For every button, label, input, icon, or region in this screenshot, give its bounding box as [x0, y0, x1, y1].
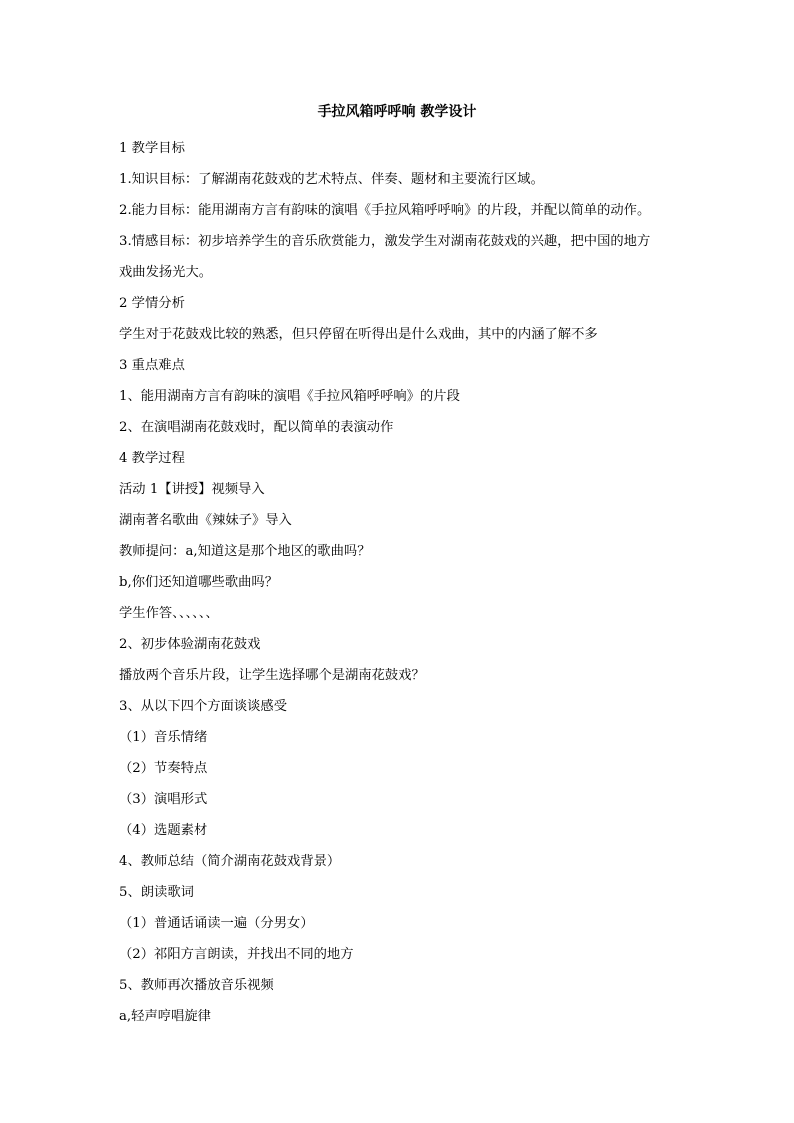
- paragraph-teacher-question-a: 教师提问：a,知道这是那个地区的歌曲吗？: [119, 544, 371, 559]
- sub-item-mandarin-reading: （1）普通话诵读一遍（分男女）: [119, 916, 314, 931]
- list-item-step-5-reading: 5、朗读歌词: [119, 885, 194, 900]
- list-item-step-2: 2、初步体验湖南花鼓戏: [119, 637, 261, 652]
- paragraph-play-clips: 播放两个音乐片段，让学生选择哪个是湖南花鼓戏？: [119, 668, 425, 683]
- paragraph-teacher-question-b: b,你们还知道哪些歌曲吗？: [119, 575, 279, 590]
- sub-item-topic-material: （4）选题素材: [119, 823, 208, 838]
- list-item-step-3: 3、从以下四个方面谈谈感受: [119, 699, 288, 714]
- paragraph-knowledge-objective: 1.知识目标：了解湖南花鼓戏的艺术特点、伴奏、题材和主要流行区域。: [119, 172, 544, 187]
- paragraph-learner-analysis: 学生对于花鼓戏比较的熟悉，但只停留在听得出是什么戏曲，其中的内涵了解不多: [119, 327, 598, 342]
- sub-item-rhythm: （2）节奏特点: [119, 761, 208, 776]
- sub-item-music-mood: （1）音乐情绪: [119, 730, 208, 745]
- section-heading-learner-analysis: 2 学情分析: [119, 296, 185, 311]
- paragraph-intro-song: 湖南著名歌曲《辣妹子》导入: [119, 513, 292, 528]
- section-heading-teaching-process: 4 教学过程: [119, 451, 185, 466]
- paragraph-ability-objective: 2.能力目标：能用湖南方言有韵味的演唱《手拉风箱呼呼响》的片段，并配以简单的动作。: [119, 203, 651, 218]
- section-heading-key-points: 3 重点难点: [119, 358, 185, 373]
- activity-heading: 活动 1【讲授】视频导入: [119, 482, 265, 497]
- list-item-step-5-video: 5、教师再次播放音乐视频: [119, 978, 274, 993]
- list-item-key-point-2: 2、在演唱湖南花鼓戏时，配以简单的表演动作: [119, 420, 394, 435]
- sub-item-singing-form: （3）演唱形式: [119, 792, 208, 807]
- paragraph-hum-melody: a,轻声哼唱旋律: [119, 1009, 211, 1024]
- section-heading-objectives: 1 教学目标: [119, 141, 185, 156]
- list-item-key-point-1: 1、能用湖南方言有韵味的演唱《手拉风箱呼呼响》的片段: [119, 389, 460, 404]
- paragraph-emotion-objective: 3.情感目标：初步培养学生的音乐欣赏能力，激发学生对湖南花鼓戏的兴趣，把中国的地方: [119, 234, 651, 249]
- paragraph-student-answer: 学生作答、、、、、、: [119, 606, 219, 621]
- sub-item-dialect-reading: （2）祁阳方言朗读，并找出不同的地方: [119, 947, 354, 962]
- paragraph-emotion-objective-continued: 戏曲发扬光大。: [119, 265, 213, 280]
- list-item-step-4: 4、教师总结（简介湖南花鼓戏背景）: [119, 854, 341, 869]
- document-body: [119, 133, 689, 1032]
- document-title: 手拉风箱呼呼响 教学设计: [317, 104, 477, 120]
